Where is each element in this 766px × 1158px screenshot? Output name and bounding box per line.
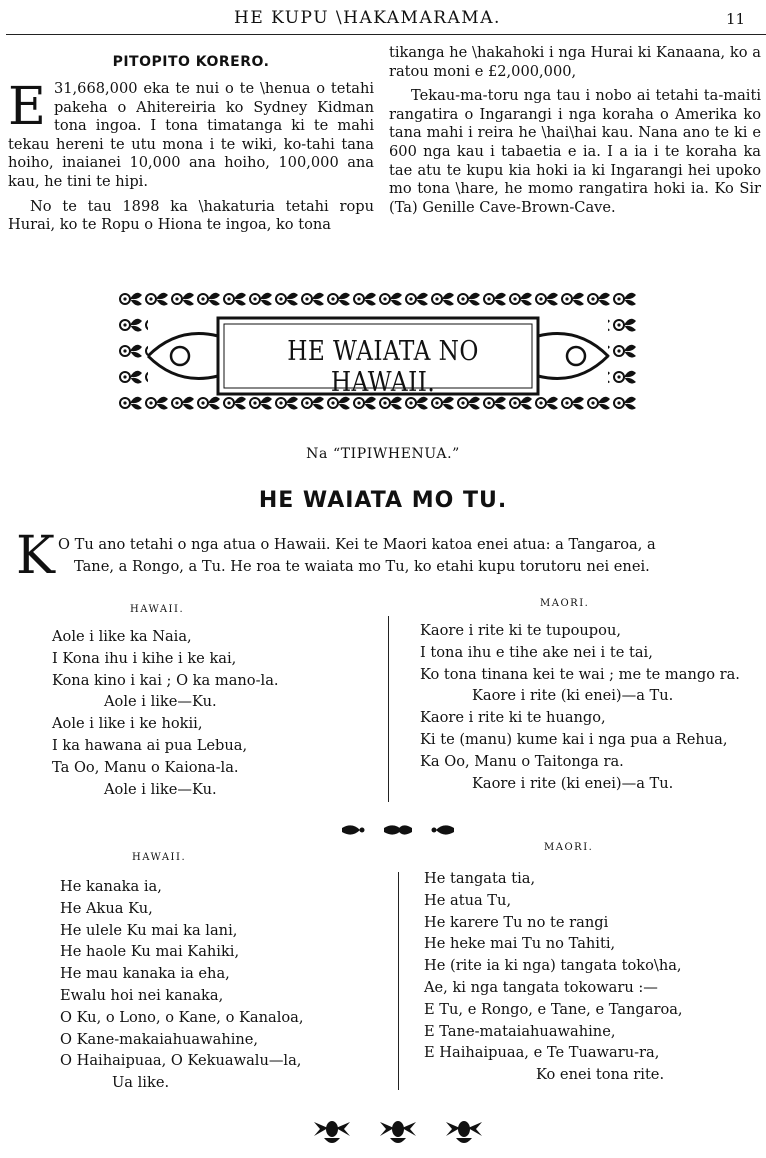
article-p1-line1: 31,668,000 eka te nui o te \henua o	[53, 80, 326, 97]
verse-line: I tona ihu e tihe ake nei i te tai,	[420, 643, 653, 661]
intro-line-1: O Tu ano tetahi o nga atua o Hawaii. Kei te Maori katoa enei atua: a Tangaroa, a	[58, 536, 656, 553]
verse-line: Ewalu hoi nei kanaka,	[60, 986, 224, 1004]
running-head	[0, 8, 766, 32]
verse-line: He mau kanaka ia eha,	[60, 965, 230, 983]
stanza1-hawaii-verse	[52, 626, 279, 800]
page-number: 11	[726, 10, 746, 28]
ornament-divider-large	[310, 1116, 486, 1148]
stanza2-hawaii-label: HAWAII.	[132, 852, 187, 863]
verse-line: Kaore i rite ki te huango,	[420, 709, 606, 727]
article-right-column	[389, 44, 761, 217]
verse-line: O Ku, o Lono, o Kane, o Kanaloa,	[60, 1008, 304, 1026]
verse-line: E Tu, e Rongo, e Tane, e Tangaroa,	[424, 1000, 683, 1018]
verse-line: Kaore i rite ki te tupoupou,	[420, 622, 621, 639]
verse-line: He tangata tia,	[424, 870, 536, 887]
verse-line: Aole i like i ke hokii,	[52, 715, 203, 733]
article-left-column	[8, 54, 374, 235]
article-dropcap: E	[8, 77, 46, 137]
verse-line: He ulele Ku mai ka lani,	[60, 921, 238, 939]
verse-line: Aole i like ka Naia,	[52, 628, 192, 645]
song-title: HE WAIATA MO TU.	[258, 488, 508, 513]
verse-line: He atua Tu,	[424, 891, 512, 909]
verse-line: Ae, ki nga tangata tokowaru :—	[424, 978, 658, 996]
verse-line: Ki te (manu) kume kai i nga pua a Rehua,	[420, 730, 728, 748]
article-p1-line2: tetahi pakeha o Ahitereiria ko Sydney	[53, 80, 375, 116]
verse-line: He karere Tu no te rangi	[424, 913, 609, 931]
stanza1-maori-verse	[420, 620, 740, 794]
verse-line: He haole Ku mai Kahiki,	[60, 943, 240, 961]
verse-line: He (rite ia ki nga) tangata toko\ha,	[424, 957, 682, 975]
article-paragraph-2: No te tau 1898 ka \hakaturia tetahi ropu Hurai, ko te Ropu o Hiona te ingoa, ko tona	[8, 197, 374, 234]
header-rule	[6, 34, 766, 35]
verse-line: E Tane-mataiahuawahine,	[424, 1022, 616, 1040]
verse-line: I ka hawana ai pua Lebua,	[52, 736, 248, 754]
stanza1-hawaii-label: HAWAII.	[130, 604, 185, 615]
verse-line: Aole i like—Ku.	[104, 780, 217, 798]
intro-dropcap: K	[16, 526, 55, 586]
verse-line: He Akua Ku,	[60, 899, 153, 917]
verse-line: Kaore i rite (ki enei)—a Tu.	[472, 774, 674, 792]
article-heading: PITOPITO KORERO.	[112, 54, 270, 70]
verse-line: O Haihaipuaa, O Kekuawalu—la,	[60, 1052, 302, 1070]
verse-line: He kanaka ia,	[60, 878, 162, 895]
banner-title: HE WAIATA NO HAWAII.	[287, 336, 479, 398]
verse-line: I Kona ihu i kihe i ke kai,	[52, 649, 237, 667]
verse-line: Ko tona tinana kei te wai ; me te mango ra.	[420, 665, 740, 683]
verse-line: Ta Oo, Manu o Kaiona-la.	[52, 758, 239, 776]
verse-line: Aole i like—Ku.	[104, 693, 217, 711]
stanza2-maori-label: MAORI.	[544, 842, 594, 853]
verse-line: Kona kino i kai ; O ka mano-la.	[52, 671, 279, 689]
verse-line: Kaore i rite (ki enei)—a Tu.	[472, 687, 674, 705]
stanza2-hawaii-verse	[60, 876, 304, 1094]
stanza1-maori-label: MAORI.	[540, 598, 590, 609]
song-attribution: Na “TIPIWHENUA.”	[306, 446, 460, 462]
article-paragraph-1	[8, 77, 375, 192]
stanza1-column-rule	[388, 616, 389, 802]
ornament-divider-small	[338, 820, 458, 840]
verse-line: Ko enei tona rite.	[536, 1066, 665, 1084]
verse-line: Ua like.	[112, 1074, 170, 1092]
verse-line: O Kane-makaiahuawahine,	[60, 1030, 259, 1048]
running-head-title: HE KUPU \HAKAMARAMA.	[234, 8, 501, 28]
article-paragraph-3: Tekau-ma-toru nga tau i nobo ai tetahi ta-maiti rangatira o Ingarangi i nga koraha o Amerika ko tana mahi i reira he \hai\hai kau. Nana ano te ki e 600 nga kau i tabaetia e ia. I a ia i te koraha ka tae atu te kupu kia hoki ia ki Ingarangi hei upoko mo tona \hare, he momo rangatira hoki ia. Ko Sir (Ta) Genille Cave-Brown-Cave.	[389, 87, 761, 216]
stanza2-column-rule	[398, 872, 399, 1090]
verse-line: E Haihaipuaa, e Te Tuawaru-ra,	[424, 1044, 660, 1062]
stanza2-maori-verse	[424, 868, 683, 1086]
verse-line: He heke mai Tu no Tahiti,	[424, 935, 616, 953]
article-p1-rest: Kidman tona ingoa. I tona timatanga ki te mahi tekau hereni te utu mona i te wiki, ko-tahi tana hoiho, inaianei 10,000 ana hoiho, 100,000 ana kau, he tini te hipi.	[8, 98, 374, 190]
intro-line-2: Tane, a Rongo, a Tu. He roa te waiata mo Tu, ko etahi kupu torutoru nei enei.	[74, 558, 650, 575]
article-paragraph-2-cont: tikanga he \hakahoki i nga Hurai ki Kanaana, ko a ratou moni e £2,000,000,	[389, 44, 761, 80]
verse-line: Ka Oo, Manu o Taitonga ra.	[420, 752, 624, 770]
